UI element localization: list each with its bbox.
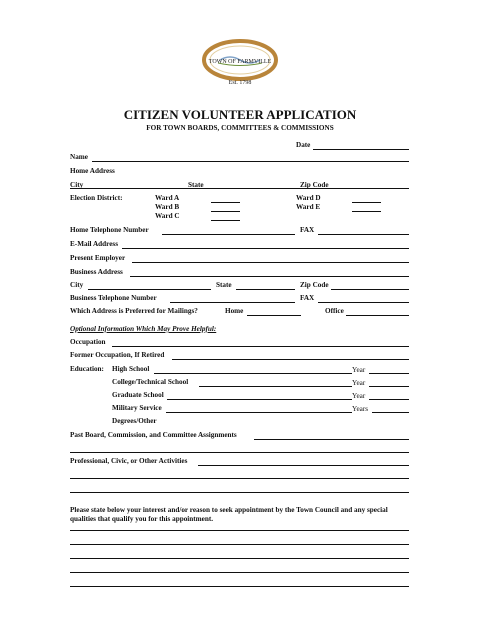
zip-label: Zip Code: [300, 181, 329, 189]
business-state-field[interactable]: [236, 289, 295, 290]
former-occupation-label: Former Occupation, If Retired: [70, 351, 165, 359]
employer-field[interactable]: [132, 262, 409, 263]
high-school-label: High School: [112, 365, 150, 373]
home-phone-field[interactable]: [162, 234, 295, 235]
interest-line-4[interactable]: [70, 572, 409, 573]
business-zip-field[interactable]: [331, 289, 409, 290]
high-school-year-label: Year: [352, 366, 366, 374]
ward-a-label: Ward A: [155, 194, 180, 202]
degrees-label: Degrees/Other: [112, 417, 157, 425]
college-year-field[interactable]: [369, 386, 409, 387]
optional-heading: Optional Information Which May Prove Helpful:: [70, 325, 217, 333]
interest-prompt: Please state below your interest and/or reason to seek appointment by the Town Council and any special qualities that qualify you for this appointment.: [70, 506, 388, 523]
ward-c-label: Ward C: [155, 212, 180, 220]
mailing-office-label: Office: [325, 307, 344, 315]
interest-line-5[interactable]: [70, 586, 409, 587]
ward-e-field[interactable]: [352, 211, 381, 212]
military-field[interactable]: [166, 412, 352, 413]
military-years-field[interactable]: [372, 412, 409, 413]
mailing-office-field[interactable]: [346, 315, 409, 316]
activities-line-3[interactable]: [70, 492, 409, 493]
ward-e-label: Ward E: [296, 203, 321, 211]
home-address-label: Home Address: [70, 167, 115, 175]
interest-line-1[interactable]: [70, 530, 409, 531]
business-phone-field[interactable]: [170, 302, 295, 303]
interest-line-2[interactable]: [70, 544, 409, 545]
logo-est: Est. 1798: [228, 80, 252, 86]
city-label: City: [70, 181, 84, 189]
name-field[interactable]: [92, 161, 409, 162]
activities-line-2[interactable]: [70, 478, 409, 479]
business-address-label: Business Address: [70, 268, 123, 276]
college-year-label: Year: [352, 379, 366, 387]
business-fax-label: FAX: [300, 294, 315, 302]
graduate-year-label: Year: [352, 392, 366, 400]
business-address-field[interactable]: [130, 276, 409, 277]
town-logo: [200, 38, 280, 86]
activities-label: Professional, Civic, or Other Activities: [70, 457, 188, 465]
business-zip-label: Zip Code: [300, 281, 329, 289]
mailing-home-label: Home: [225, 307, 244, 315]
occupation-field[interactable]: [112, 346, 409, 347]
ward-d-field[interactable]: [352, 202, 381, 203]
mailing-question: Which Address is Preferred for Mailings?: [70, 307, 198, 315]
high-school-year-field[interactable]: [369, 373, 409, 374]
past-boards-field[interactable]: [254, 439, 409, 440]
fax-label: FAX: [300, 226, 315, 234]
zip-field[interactable]: [331, 188, 409, 189]
business-city-label: City: [70, 281, 84, 289]
name-label: Name: [70, 153, 88, 161]
ward-d-label: Ward D: [296, 194, 321, 202]
past-boards-label: Past Board, Commission, and Committee Assignments: [70, 431, 237, 439]
business-state-label: State: [216, 281, 232, 289]
fax-field[interactable]: [318, 234, 409, 235]
page-subtitle: FOR TOWN BOARDS, COMMITTEES & COMMISSIONS: [146, 124, 334, 132]
ward-b-field[interactable]: [211, 211, 240, 212]
business-city-field[interactable]: [88, 289, 211, 290]
past-boards-line-2[interactable]: [70, 452, 409, 453]
ward-a-field[interactable]: [211, 202, 240, 203]
state-label: State: [188, 181, 204, 189]
former-occupation-field[interactable]: [172, 359, 409, 360]
date-field[interactable]: [313, 149, 409, 150]
college-field[interactable]: [199, 386, 352, 387]
military-years-label: Years: [352, 405, 369, 413]
mailing-home-field[interactable]: [247, 315, 301, 316]
business-fax-field[interactable]: [318, 302, 409, 303]
occupation-label: Occupation: [70, 338, 106, 346]
ward-c-field[interactable]: [211, 220, 240, 221]
email-label: E-Mail Address: [70, 240, 118, 248]
ward-b-label: Ward B: [155, 203, 180, 211]
interest-line-3[interactable]: [70, 558, 409, 559]
election-district-label: Election District:: [70, 194, 123, 202]
activities-field[interactable]: [198, 465, 409, 466]
city-field[interactable]: [88, 188, 183, 189]
business-phone-label: Business Telephone Number: [70, 294, 157, 302]
college-label: College/Technical School: [112, 378, 189, 386]
education-label: Education:: [70, 365, 104, 373]
state-field[interactable]: [208, 188, 295, 189]
high-school-field[interactable]: [154, 373, 352, 374]
graduate-label: Graduate School: [112, 391, 164, 399]
graduate-field[interactable]: [167, 399, 352, 400]
graduate-year-field[interactable]: [369, 399, 409, 400]
page-title: CITIZEN VOLUNTEER APPLICATION: [123, 107, 357, 122]
email-field[interactable]: [122, 248, 409, 249]
home-phone-label: Home Telephone Number: [70, 226, 149, 234]
military-label: Military Service: [112, 404, 162, 412]
employer-label: Present Employer: [70, 254, 126, 262]
logo-name: TOWN OF FARMVILLE: [208, 59, 272, 65]
date-label: Date: [296, 141, 311, 149]
